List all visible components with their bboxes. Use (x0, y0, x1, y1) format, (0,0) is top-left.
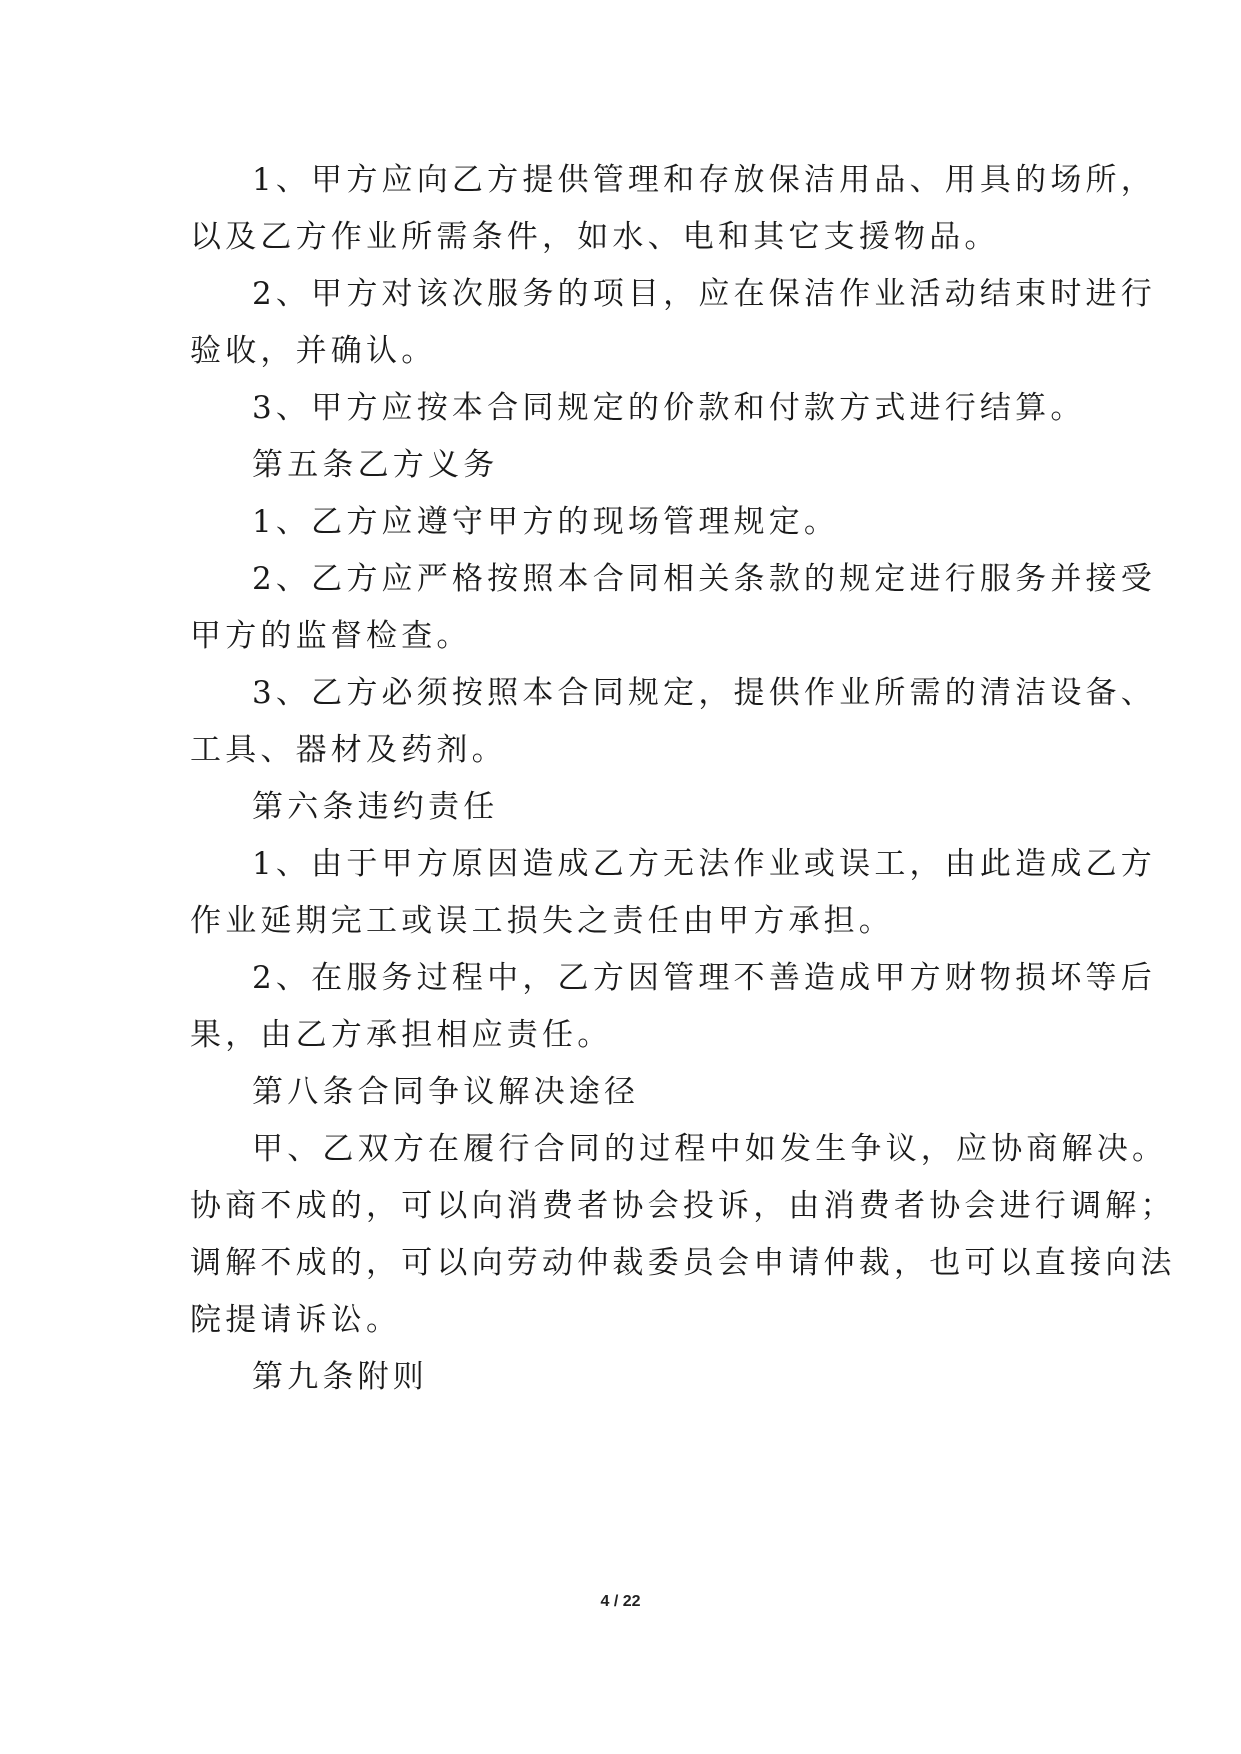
paragraph-line: 协商不成的，可以向消费者协会投诉，由消费者协会进行调解； (190, 1188, 1176, 1224)
paragraph-line: 验收，并确认。 (190, 333, 437, 369)
paragraph-line: 甲方的监督检查。 (190, 618, 472, 654)
paragraph-line: 甲、乙双方在履行合同的过程中如发生争议，应协商解决。 (252, 1131, 1168, 1167)
paragraph-line: 调解不成的，可以向劳动仲裁委员会申请仲裁，也可以直接向法 (190, 1245, 1176, 1281)
paragraph-line: 院提请诉讼。 (190, 1302, 402, 1338)
paragraph-line: 工具、器材及药剂。 (190, 732, 507, 768)
paragraph-line: 3、甲方应按本合同规定的价款和付款方式进行结算。 (252, 390, 1086, 426)
section-heading: 第五条乙方义务 (252, 447, 499, 483)
paragraph-line: 1、甲方应向乙方提供管理和存放保洁用品、用具的场所， (252, 162, 1156, 198)
section-heading: 第八条合同争议解决途径 (252, 1074, 640, 1110)
paragraph-line: 3、乙方必须按照本合同规定，提供作业所需的清洁设备、 (252, 675, 1156, 711)
paragraph-line: 果，由乙方承担相应责任。 (190, 1017, 613, 1053)
paragraph-line: 1、乙方应遵守甲方的现场管理规定。 (252, 504, 840, 540)
paragraph-line: 作业延期完工或误工损失之责任由甲方承担。 (190, 903, 894, 939)
paragraph-line: 2、甲方对该次服务的项目，应在保洁作业活动结束时进行 (252, 276, 1156, 312)
paragraph-line: 以及乙方作业所需条件，如水、电和其它支援物品。 (190, 219, 1000, 255)
page-number: 4 / 22 (600, 1593, 641, 1610)
paragraph-line: 2、乙方应严格按照本合同相关条款的规定进行服务并接受 (252, 561, 1156, 597)
paragraph-line: 1、由于甲方原因造成乙方无法作业或误工，由此造成乙方 (252, 846, 1156, 882)
section-heading: 第六条违约责任 (252, 789, 499, 825)
section-heading: 第九条附则 (252, 1359, 428, 1395)
paragraph-line: 2、在服务过程中，乙方因管理不善造成甲方财物损坏等后 (252, 960, 1156, 996)
